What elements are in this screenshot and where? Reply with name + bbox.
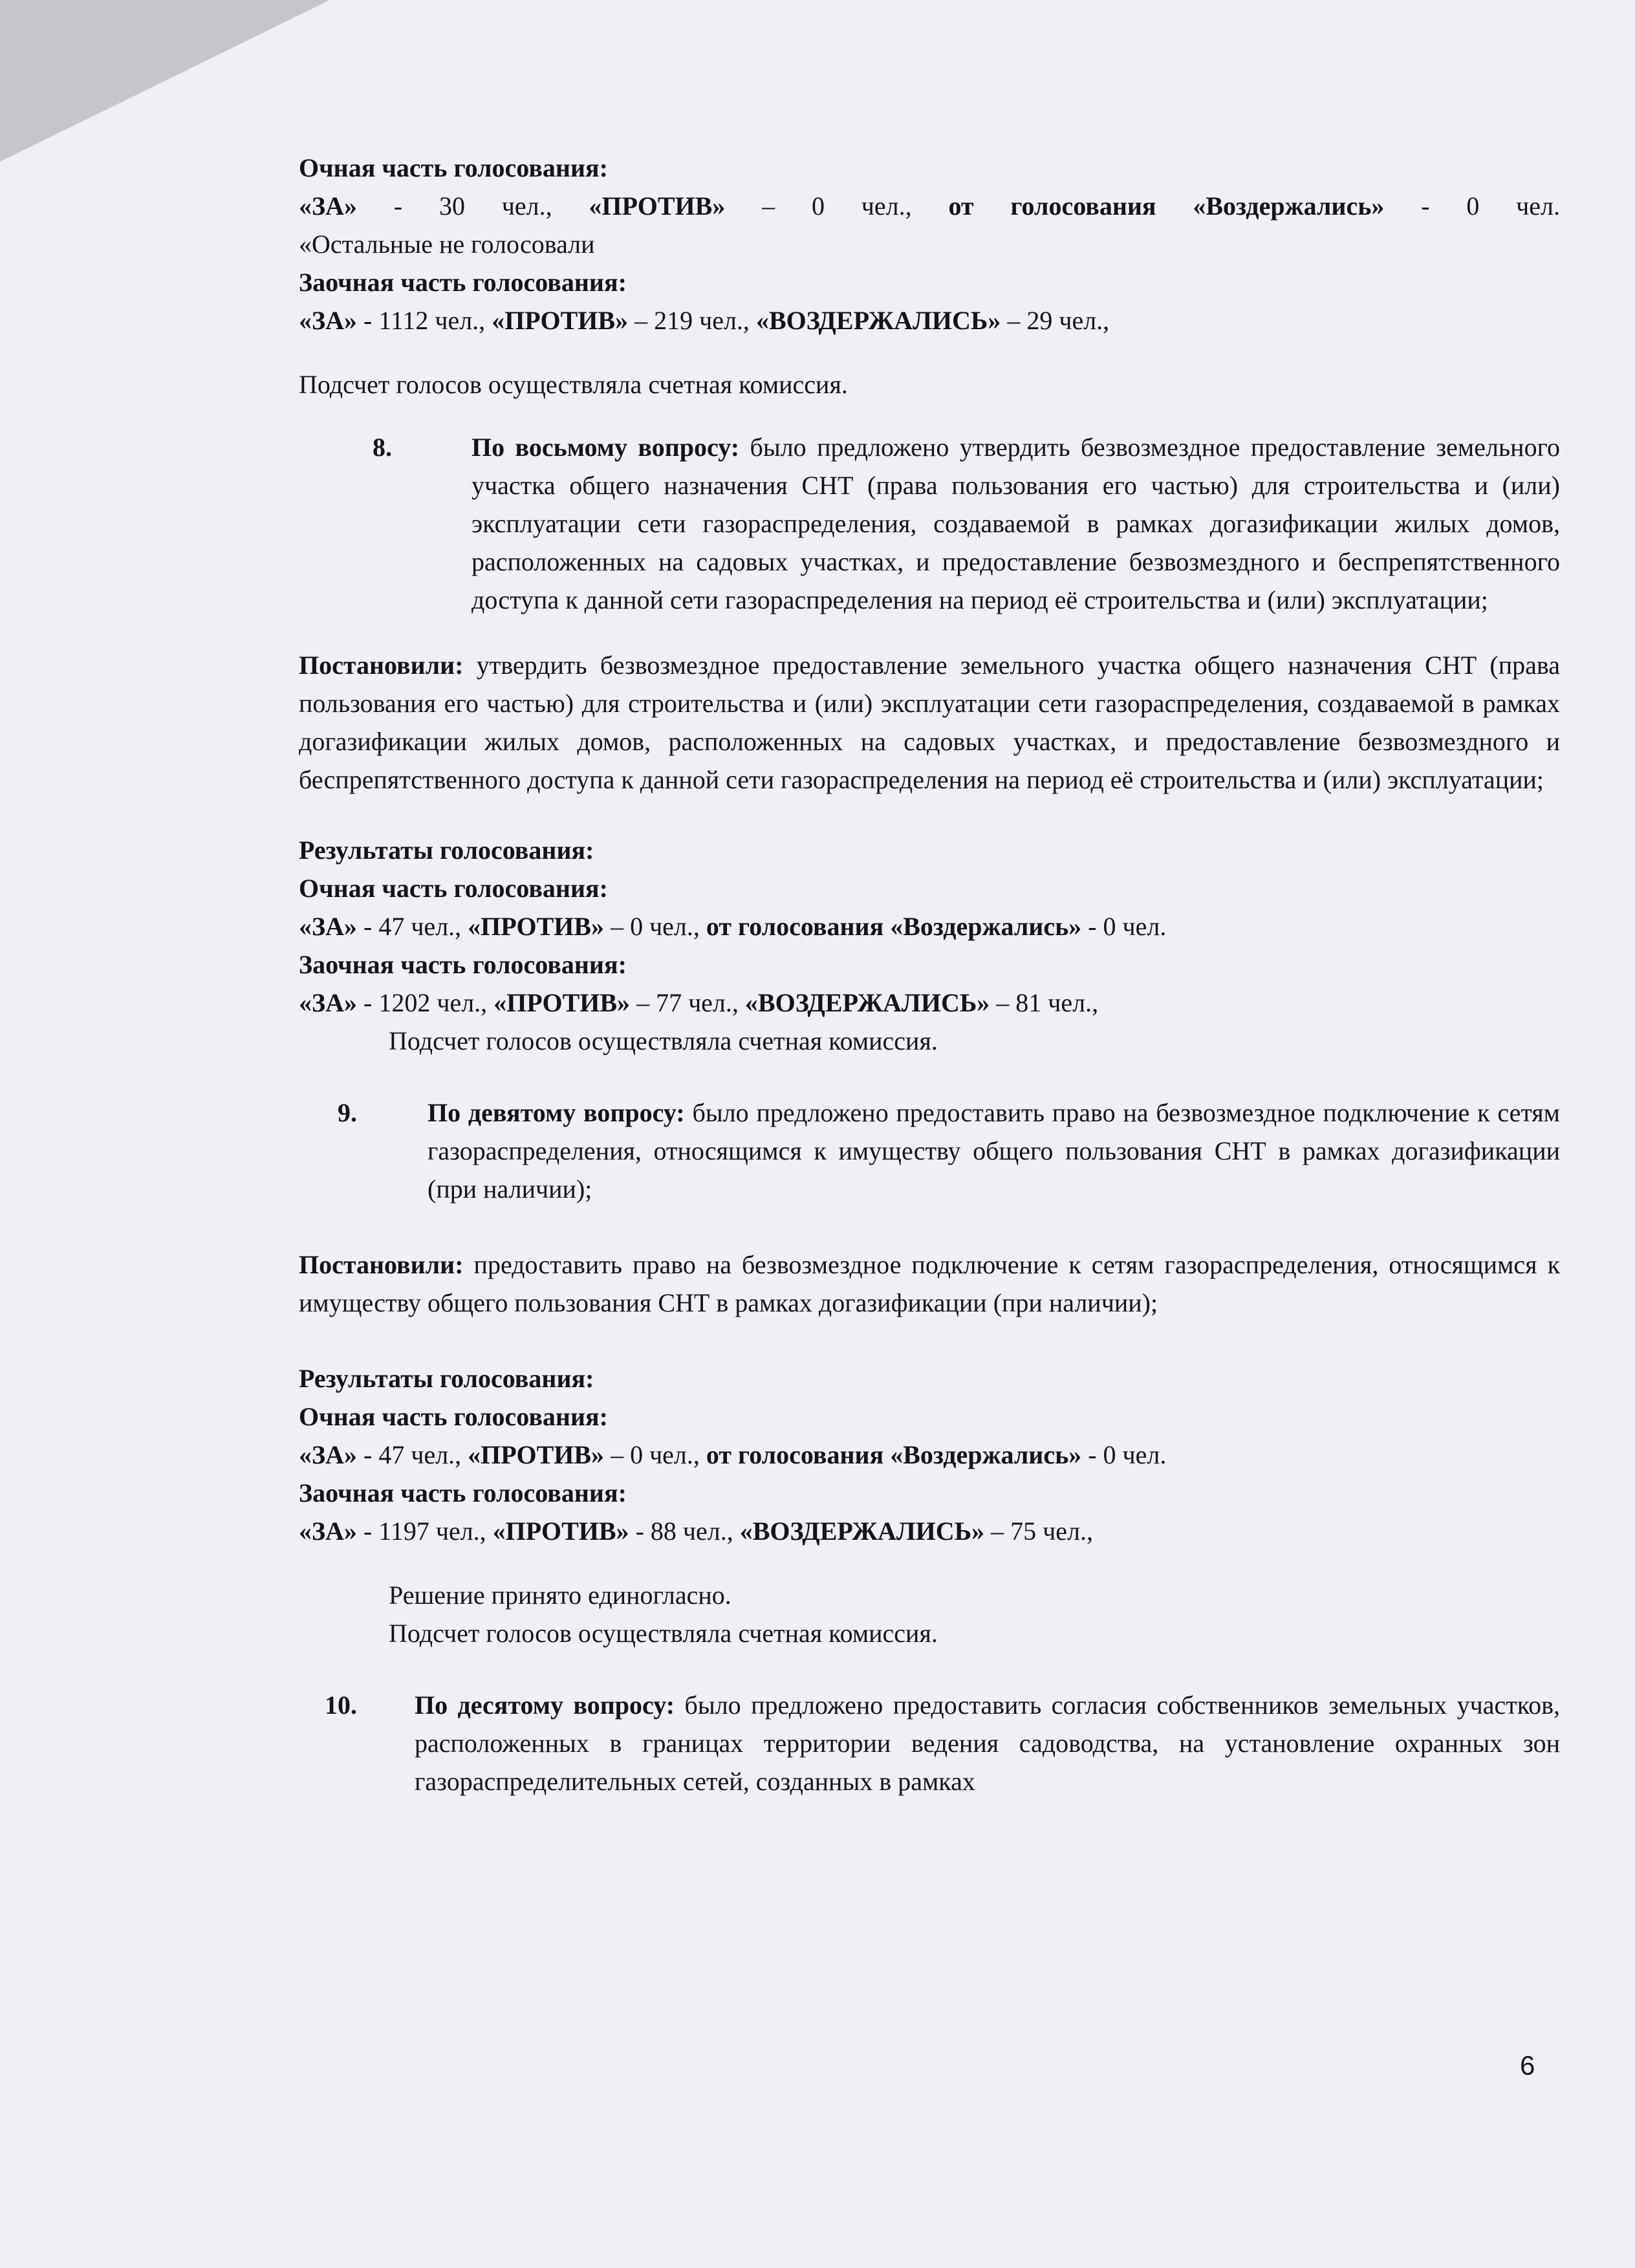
section7-votes bbox=[299, 149, 1560, 404]
question-text: По десятому вопросу: было предложено предоставить согласия собственников земельных участков, расположенных в границах территории ведения садоводства, на установление охранных зон газораспределительных сетей, созданных в рамках bbox=[415, 1690, 1560, 1796]
zaochnaya-label: Заочная часть голосования: bbox=[299, 950, 627, 979]
ochnaya-rest: «Остальные не голосовали bbox=[299, 230, 595, 259]
count-note: Подсчет голосов осуществляла счетная комиссия. bbox=[389, 1619, 938, 1648]
question-text: По восьмому вопросу: было предложено утвердить безвозмездное предоставление земельного участка общего назначения СНТ (права пользования его частью) для строительства и (или) эксплуатации сети газораспределения, создаваемой в рамках догазификации жилых домов, расположенных на садовых участках, и предоставление безвозмездного и беспрепятственного доступа к данной сети газораспределения на период её строительства и (или) эксплуатации; bbox=[471, 433, 1560, 614]
folded-corner bbox=[0, 0, 330, 162]
page-number: 6 bbox=[1520, 2050, 1535, 2080]
question-number: 8. bbox=[373, 433, 392, 462]
question-10 bbox=[299, 1686, 1560, 1800]
resolution-8: Постановили: утвердить безвозмездное предоставление земельного участка общего назначения СНТ (права пользования его частью) для строительства и (или) эксплуатации сети газораспределения, создаваемой в рамках догазификации жилых домов, расположенных на садовых участках, и предоставление безвозмездного и беспрепятственного доступа к данной сети газораспределения на период её строительства и (или) эксплуатации; bbox=[299, 651, 1560, 794]
document-body bbox=[299, 149, 1560, 1800]
zaochnaya-label: Заочная часть голосования: bbox=[299, 268, 627, 297]
ochnaya-label: Очная часть голосования: bbox=[299, 1402, 608, 1431]
count-note: Подсчет голосов осуществляла счетная комиссия. bbox=[389, 1026, 938, 1055]
ochnaya-line: «ЗА» - 47 чел., «ПРОТИВ» – 0 чел., от голосования «Воздержались» - 0 чел. bbox=[299, 912, 1167, 941]
ochnaya-label: Очная часть голосования: bbox=[299, 153, 608, 182]
results-9 bbox=[299, 1359, 1560, 1652]
results-8 bbox=[299, 831, 1560, 1060]
results-label: Результаты голосования: bbox=[299, 836, 594, 865]
question-number: 10. bbox=[325, 1690, 357, 1720]
question-text: По девятому вопросу: было предложено предоставить право на безвозмездное подключение к сетям газораспределения, относящимся к имуществу общего пользования СНТ в рамках догазификации (при наличии); bbox=[428, 1098, 1560, 1204]
ochnaya-line: «ЗА» - 47 чел., «ПРОТИВ» – 0 чел., от голосования «Воздержались» - 0 чел. bbox=[299, 1440, 1167, 1469]
results-label: Результаты голосования: bbox=[299, 1364, 594, 1393]
zaochnaya-line: «ЗА» - 1197 чел., «ПРОТИВ» - 88 чел., «ВОЗДЕРЖАЛИСЬ» – 75 чел., bbox=[299, 1517, 1093, 1546]
zaochnaya-line: «ЗА» - 1202 чел., «ПРОТИВ» – 77 чел., «ВОЗДЕРЖАЛИСЬ» – 81 чел., bbox=[299, 988, 1099, 1017]
question-8 bbox=[334, 428, 1560, 619]
ochnaya-line: «ЗА» - 30 чел., «ПРОТИВ» – 0 чел., от голосования «Воздержались» - 0 чел. bbox=[299, 191, 1560, 221]
resolution-9: Постановили: предоставить право на безвозмездное подключение к сетям газораспределения, относящимся к имуществу общего пользования СНТ в рамках догазификации (при наличии); bbox=[299, 1250, 1560, 1317]
zaochnaya-label: Заочная часть голосования: bbox=[299, 1478, 627, 1507]
count-note: Подсчет голосов осуществляла счетная комиссия. bbox=[299, 370, 848, 399]
decision-note: Решение принято единогласно. bbox=[389, 1581, 731, 1610]
question-number: 9. bbox=[338, 1098, 357, 1127]
question-9 bbox=[299, 1094, 1560, 1208]
ochnaya-label: Очная часть голосования: bbox=[299, 874, 608, 903]
zaochnaya-line: «ЗА» - 1112 чел., «ПРОТИВ» – 219 чел., «ВОЗДЕРЖАЛИСЬ» – 29 чел., bbox=[299, 306, 1110, 335]
